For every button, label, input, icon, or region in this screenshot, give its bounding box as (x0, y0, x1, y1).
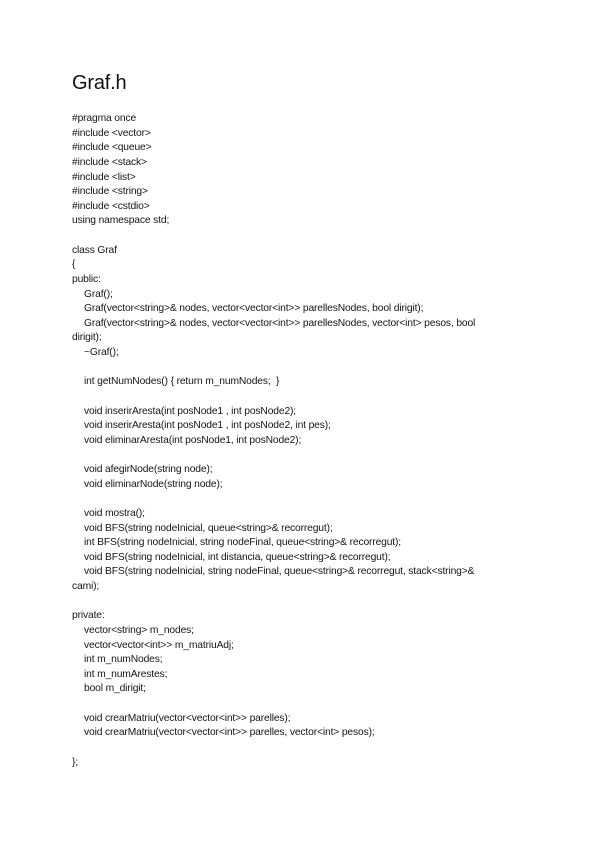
code-line: void mostra(); (84, 507, 145, 519)
code-line: #include <vector> (72, 127, 151, 139)
code-line: #pragma once (72, 113, 137, 124)
code-line: void BFS(string nodeInicial, int distancia, queue<string>& recorregut); (84, 551, 391, 563)
code-line: bool m_dirigit; (84, 683, 146, 695)
code-line: void BFS(string nodeInicial, queue<string>& recorregut); (84, 522, 333, 534)
code-listing (72, 112, 542, 770)
code-line: { (72, 259, 76, 271)
code-line: vector<vector<int>> m_matriuAdj; (84, 639, 234, 651)
code-line: #include <string> (72, 186, 148, 198)
code-line: int m_numNodes; (84, 654, 163, 666)
code-line: int getNumNodes() { return m_numNodes; } (84, 376, 280, 388)
document-title: Graf.h (72, 72, 127, 94)
code-line: void inserirAresta(int posNode1 , int posNode2, int pes); (84, 420, 331, 432)
code-line: #include <cstdio> (72, 200, 150, 212)
code-line: void BFS(string nodeInicial, string nodeFinal, queue<string>& recorregut, stack<string>& (84, 566, 475, 578)
blank-line (72, 492, 542, 507)
code-line: public: (72, 273, 101, 285)
code-line: using namespace std; (72, 215, 170, 227)
code-line: int m_numArestes; (84, 668, 168, 680)
blank-line (72, 741, 542, 756)
code-line: #include <queue> (72, 142, 152, 154)
code-line: ~Graf(); (84, 347, 119, 358)
code-line: void crearMatriu(vector<vector<int>> parelles, vector<int> pesos); (84, 727, 375, 739)
code-line: void crearMatriu(vector<vector<int>> parelles); (84, 712, 291, 724)
code-line: cami); (72, 581, 100, 592)
blank-line (72, 697, 542, 712)
blank-line (72, 595, 542, 610)
code-line: void eliminarNode(string node); (84, 478, 223, 490)
blank-line (72, 229, 542, 244)
code-line: dirigit); (72, 332, 102, 344)
code-line: #include <list> (72, 171, 136, 183)
blank-line (72, 390, 542, 405)
code-line: void inserirAresta(int posNode1 , int posNode2); (84, 405, 297, 417)
code-line: class Graf (72, 244, 117, 256)
blank-line (72, 448, 542, 463)
code-line: void eliminarAresta(int posNode1, int posNode2); (84, 434, 302, 446)
code-line: int BFS(string nodeInicial, string nodeFinal, queue<string>& recorregut); (84, 537, 402, 549)
blank-line (72, 361, 542, 376)
code-line: private: (72, 610, 105, 622)
code-line: vector<string> m_nodes; (84, 624, 194, 636)
code-line: Graf(vector<string>& nodes, vector<vector<int>> parellesNodes, vector<int> pesos, bool (84, 317, 476, 329)
code-line: #include <stack> (72, 156, 147, 168)
code-line: Graf(); (84, 288, 113, 300)
code-line: void afegirNode(string node); (84, 464, 213, 475)
code-line: Graf(vector<string>& nodes, vector<vector<int>> parellesNodes, bool dirigit); (84, 303, 424, 315)
code-line: }; (72, 756, 78, 768)
